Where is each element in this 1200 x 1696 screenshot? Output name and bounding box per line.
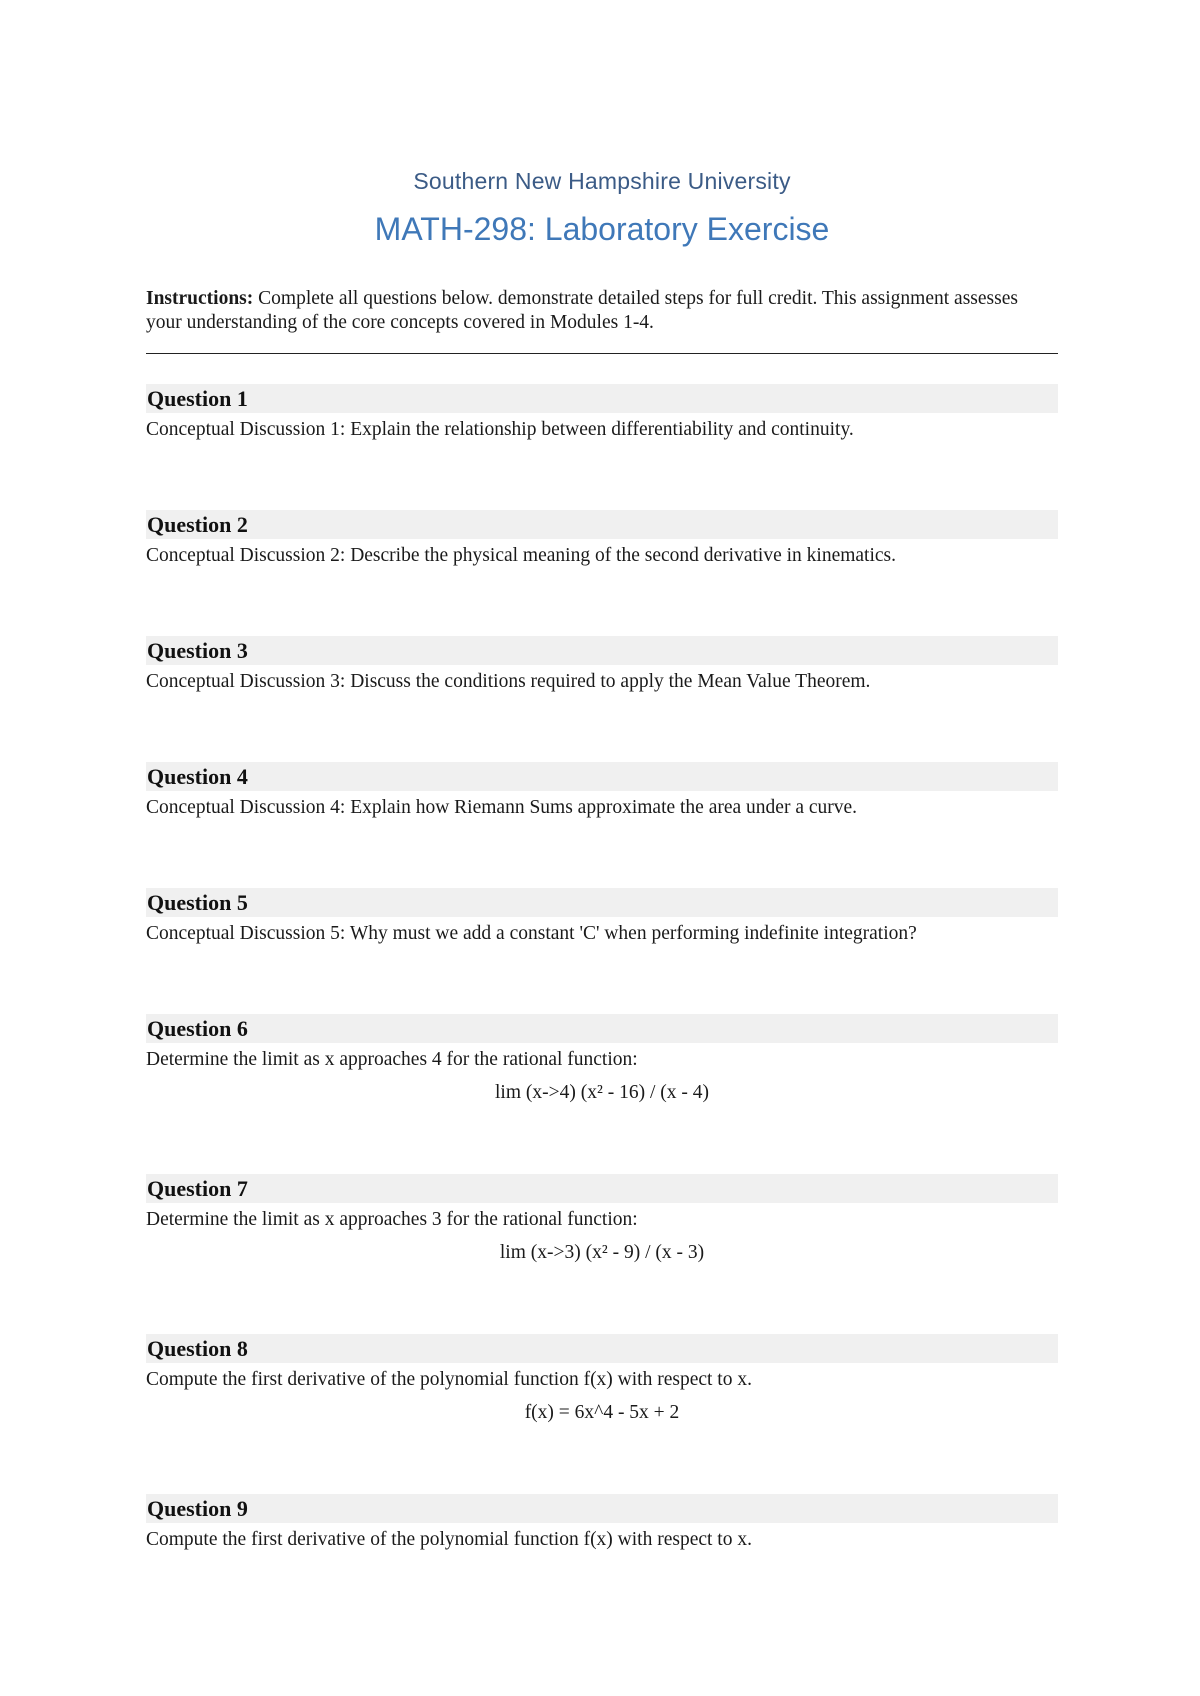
question-text: Conceptual Discussion 2: Describe the physical meaning of the second derivative in kinematics. xyxy=(146,545,897,566)
question-5 xyxy=(146,888,1058,946)
question-text: Compute the first derivative of the polynomial function f(x) with respect to x. xyxy=(146,1369,752,1390)
instructions xyxy=(146,287,1058,335)
question-8 xyxy=(146,1334,1058,1425)
question-title: Question 6 xyxy=(146,1014,1058,1043)
question-text: Determine the limit as x approaches 3 for the rational function: xyxy=(146,1209,638,1230)
question-text: Conceptual Discussion 5: Why must we add a constant 'C' when performing indefinite integration? xyxy=(146,923,917,944)
question-text: Compute the first derivative of the polynomial function f(x) with respect to x. xyxy=(146,1529,752,1550)
question-formula: lim (x->3) (x² - 9) / (x - 3) xyxy=(499,1242,705,1263)
instructions-body: Complete all questions below. demonstrate detailed steps for full credit. This assignment assesses your understanding of the core concepts covered in Modules 1-4. xyxy=(146,288,1018,333)
question-title: Question 8 xyxy=(146,1334,1058,1363)
question-text: Conceptual Discussion 1: Explain the relationship between differentiability and continuity. xyxy=(146,419,854,440)
question-text: Conceptual Discussion 4: Explain how Riemann Sums approximate the area under a curve. xyxy=(146,797,858,818)
question-title: Question 4 xyxy=(146,762,1058,791)
instructions-lead: Instructions: xyxy=(146,288,254,309)
question-title: Question 1 xyxy=(146,384,1058,413)
question-title: Question 2 xyxy=(146,510,1058,539)
question-1 xyxy=(146,384,1058,442)
question-formula: lim (x->4) (x² - 16) / (x - 4) xyxy=(495,1082,709,1103)
question-2 xyxy=(146,510,1058,568)
horizontal-divider xyxy=(146,353,1058,354)
question-3 xyxy=(146,636,1058,694)
university-name: Southern New Hampshire University xyxy=(413,168,791,194)
question-text: Determine the limit as x approaches 4 for the rational function: xyxy=(146,1049,638,1070)
question-6 xyxy=(146,1014,1058,1105)
question-title: Question 9 xyxy=(146,1494,1058,1523)
question-7 xyxy=(146,1174,1058,1265)
question-4 xyxy=(146,762,1058,820)
question-title: Question 7 xyxy=(146,1174,1058,1203)
question-title: Question 5 xyxy=(146,888,1058,917)
course-title: MATH-298: Laboratory Exercise xyxy=(374,211,830,247)
question-formula: f(x) = 6x^4 - 5x + 2 xyxy=(524,1402,680,1423)
question-title: Question 3 xyxy=(146,636,1058,665)
question-text: Conceptual Discussion 3: Discuss the conditions required to apply the Mean Value Theorem. xyxy=(146,671,871,692)
question-9 xyxy=(146,1494,1058,1552)
